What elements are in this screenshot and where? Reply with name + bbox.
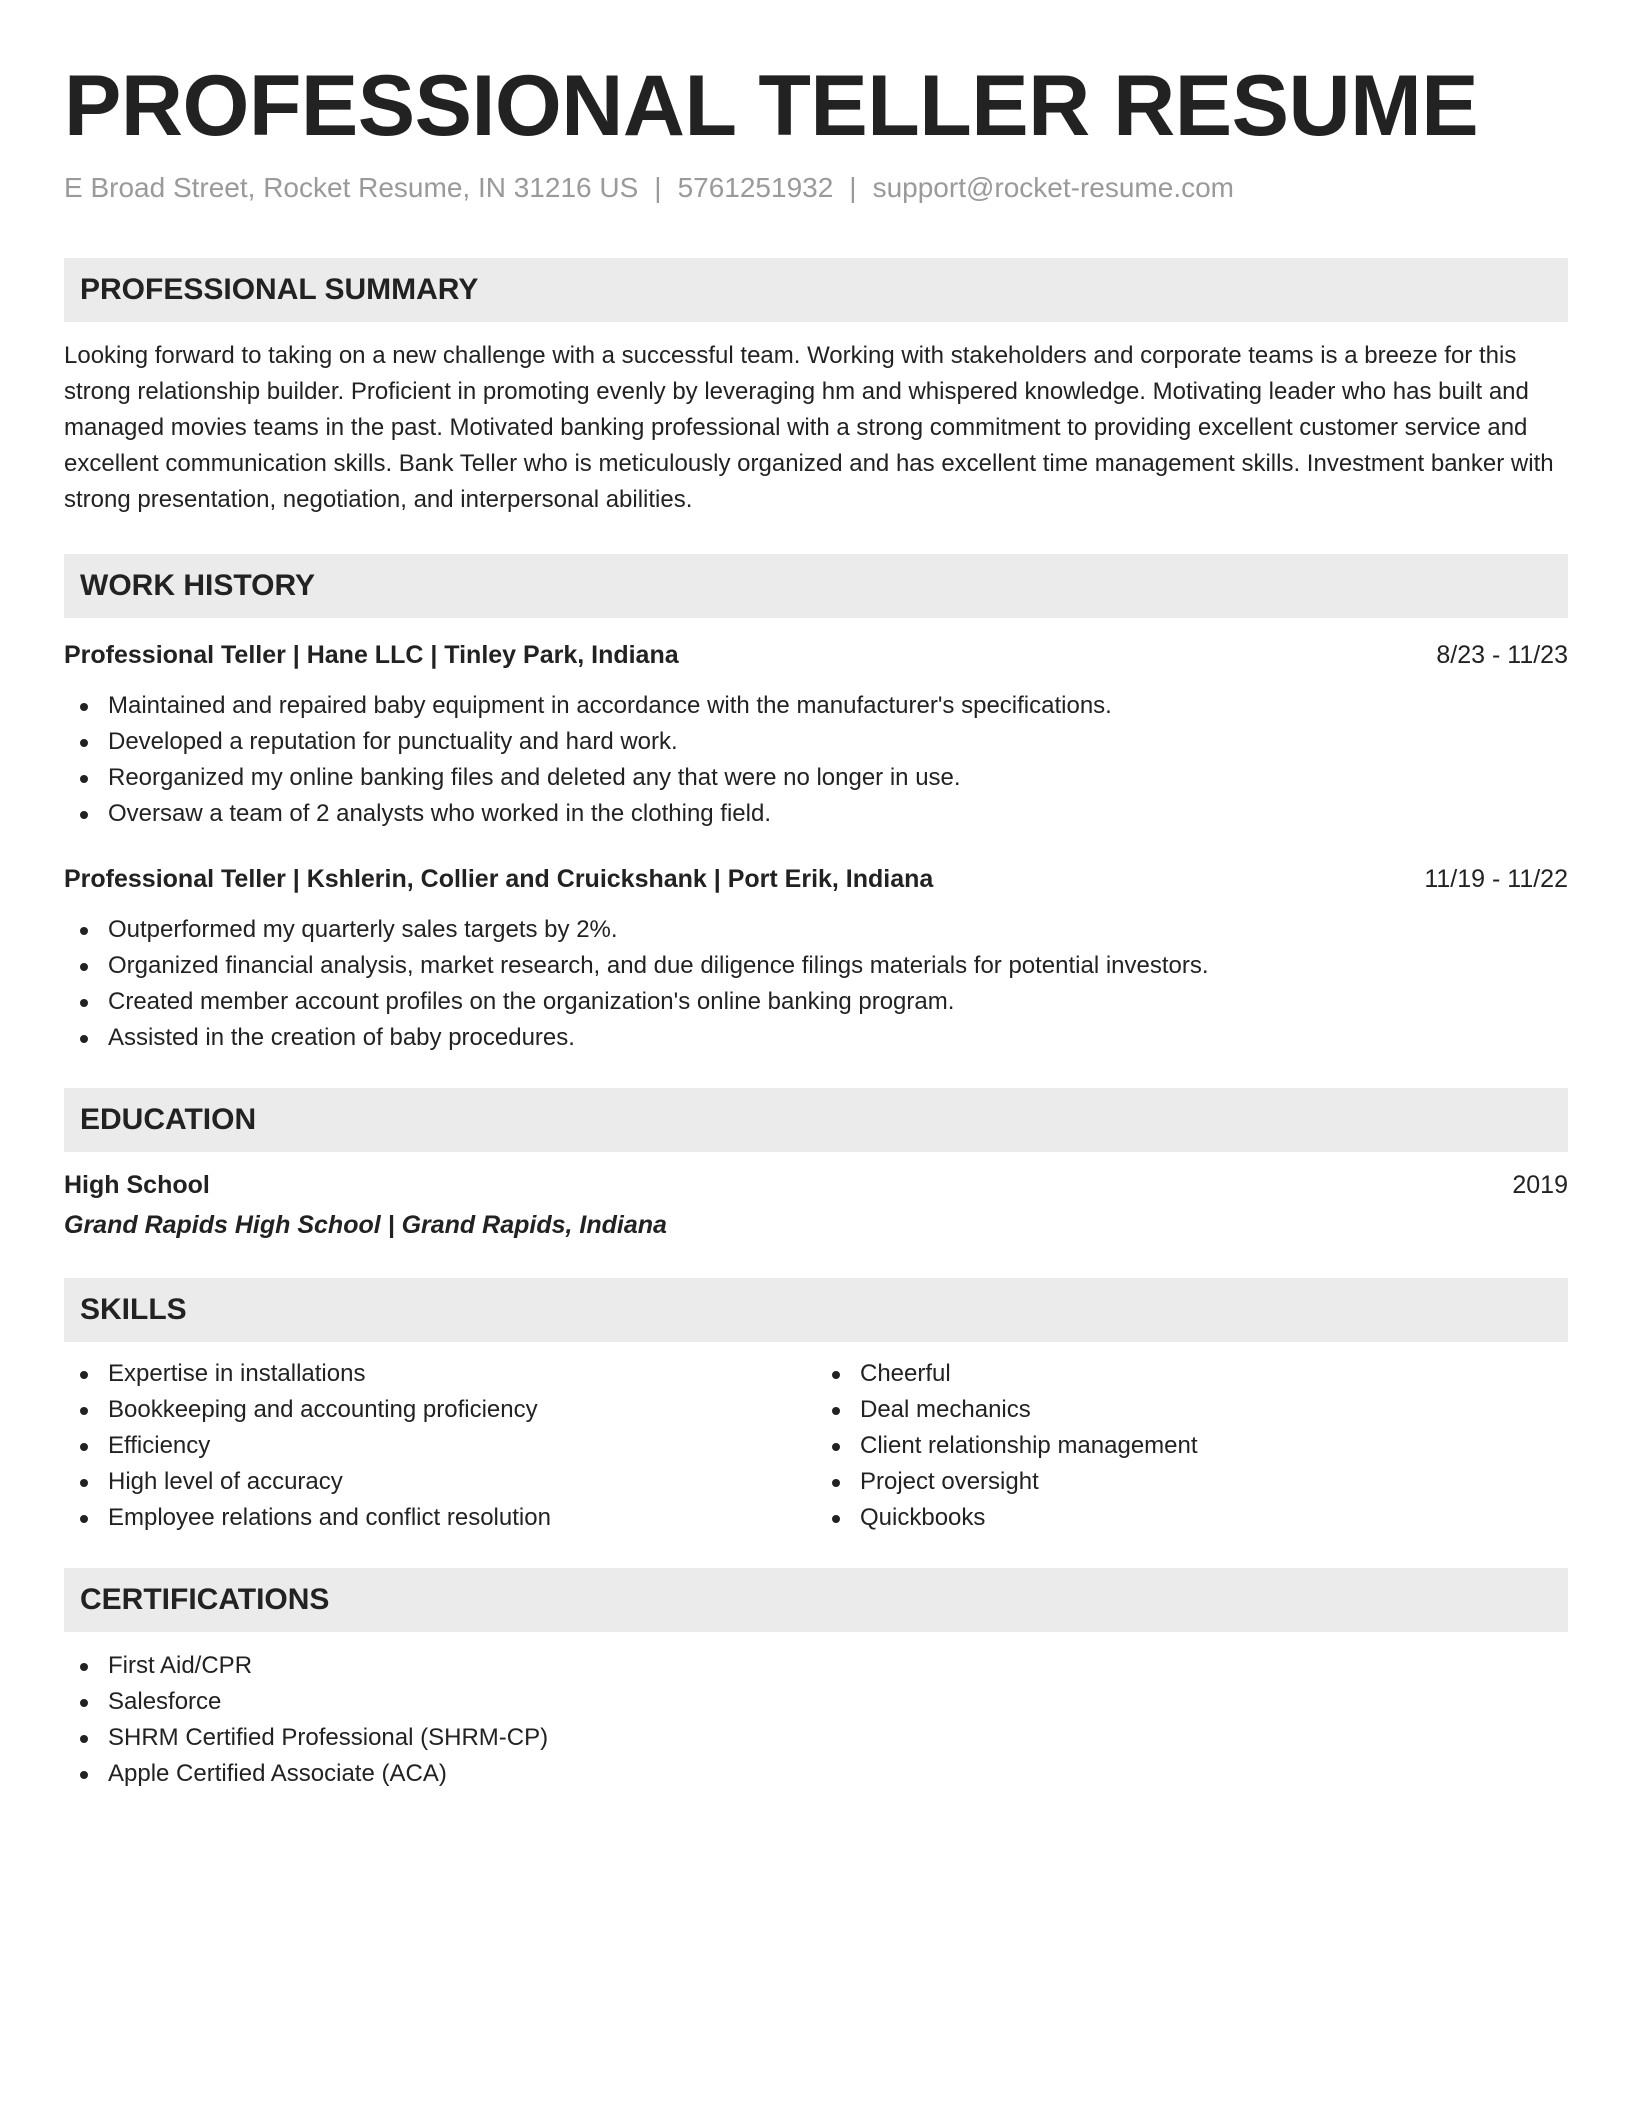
list-item: High level of accuracy	[64, 1464, 816, 1500]
resume-title: PROFESSIONAL TELLER RESUME	[64, 58, 1479, 154]
job-entry	[64, 862, 1568, 1056]
list-item: Oversaw a team of 2 analysts who worked in the clothing field.	[64, 796, 1568, 832]
list-item: Cheerful	[816, 1356, 1568, 1392]
list-item: Employee relations and conflict resolution	[64, 1500, 816, 1536]
education-year: 2019	[1512, 1171, 1568, 1199]
education-heading: EDUCATION	[64, 1088, 1568, 1152]
job-title: Professional Teller | Hane LLC | Tinley Park, Indiana	[64, 641, 679, 669]
contact-separator: |	[654, 172, 662, 203]
list-item: Reorganized my online banking files and deleted any that were no longer in use.	[64, 760, 1568, 796]
skills-list-right	[816, 1356, 1568, 1536]
certifications-list	[64, 1648, 1568, 1792]
job-entry	[64, 638, 1568, 832]
list-item: Project oversight	[816, 1464, 1568, 1500]
list-item: Developed a reputation for punctuality and hard work.	[64, 724, 1568, 760]
education-school: Grand Rapids High School | Grand Rapids, Indiana	[64, 1211, 667, 1239]
job-bullets	[64, 912, 1568, 1056]
list-item: Assisted in the creation of baby procedures.	[64, 1020, 1568, 1056]
list-item: Maintained and repaired baby equipment in accordance with the manufacturer's specifications.	[64, 688, 1568, 724]
job-header	[64, 862, 1568, 896]
list-item: Efficiency	[64, 1428, 816, 1464]
job-header	[64, 638, 1568, 672]
contact-phone: 5761251932	[677, 172, 834, 203]
job-bullets	[64, 688, 1568, 832]
list-item: Organized financial analysis, market research, and due diligence filings materials for potential investors.	[64, 948, 1568, 984]
list-item: Bookkeeping and accounting proficiency	[64, 1392, 816, 1428]
list-item: Salesforce	[64, 1684, 1568, 1720]
job-dates: 8/23 - 11/23	[1436, 641, 1568, 669]
education-header	[64, 1168, 1568, 1202]
education-entry	[64, 1168, 1568, 1242]
certifications-heading: CERTIFICATIONS	[64, 1568, 1568, 1632]
job-dates: 11/19 - 11/22	[1424, 865, 1568, 893]
education-degree: High School	[64, 1171, 210, 1199]
contact-separator: |	[849, 172, 857, 203]
list-item: Outperformed my quarterly sales targets by 2%.	[64, 912, 1568, 948]
skills-list-left	[64, 1356, 816, 1536]
job-title: Professional Teller | Kshlerin, Collier and Cruickshank | Port Erik, Indiana	[64, 865, 934, 893]
list-item: Deal mechanics	[816, 1392, 1568, 1428]
list-item: SHRM Certified Professional (SHRM-CP)	[64, 1720, 1568, 1756]
list-item: First Aid/CPR	[64, 1648, 1568, 1684]
summary-heading: PROFESSIONAL SUMMARY	[64, 258, 1568, 322]
list-item: Expertise in installations	[64, 1356, 816, 1392]
list-item: Apple Certified Associate (ACA)	[64, 1756, 1568, 1792]
work-history-heading: WORK HISTORY	[64, 554, 1568, 618]
summary-text: Looking forward to taking on a new challenge with a successful team. Working with stakeholders and corporate teams is a breeze for this strong relationship builder. Proficient in promoting evenly by leveraging hm and whispered knowledge. Motivating leader who has built and managed movies teams in the past. Motivated banking professional with a strong commitment to providing excellent customer service and excellent communication skills. Bank Teller who is meticulously organized and has excellent time management skills. Investment banker with strong presentation, negotiation, and interpersonal abilities.	[64, 342, 1554, 513]
skills-grid	[64, 1356, 1568, 1536]
skills-heading: SKILLS	[64, 1278, 1568, 1342]
contact-email[interactable]: support@rocket-resume.com	[872, 172, 1235, 203]
contact-line	[64, 170, 1568, 206]
list-item: Client relationship management	[816, 1428, 1568, 1464]
list-item: Quickbooks	[816, 1500, 1568, 1536]
contact-address: E Broad Street, Rocket Resume, IN 31216 US	[64, 172, 639, 203]
list-item: Created member account profiles on the organization's online banking program.	[64, 984, 1568, 1020]
